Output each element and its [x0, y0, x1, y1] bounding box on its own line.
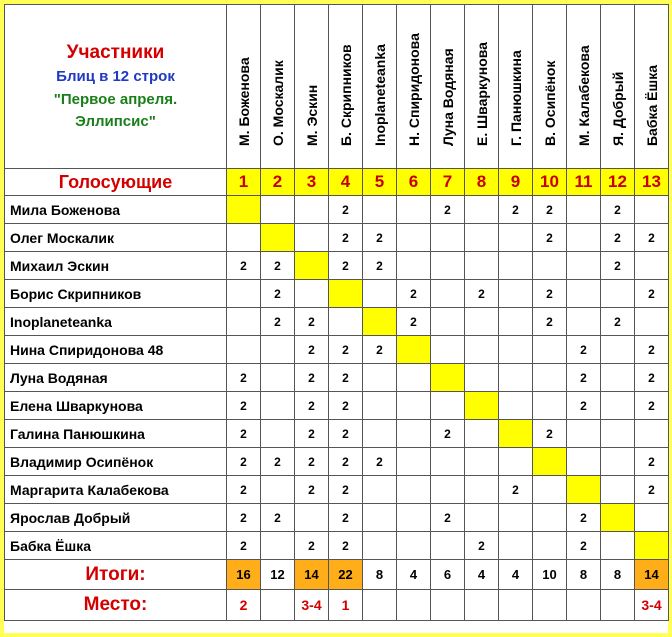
voter-name: Борис Скрипников	[5, 280, 227, 308]
participant-name: Inoplaneteanka	[371, 44, 388, 146]
participants-title: Участники	[66, 41, 165, 63]
place-cell: 3-4	[295, 590, 329, 621]
vote-cell	[465, 420, 499, 448]
vote-cell	[397, 504, 431, 532]
voter-row	[5, 336, 669, 364]
voter-row	[5, 280, 669, 308]
participant-number: 6	[397, 169, 431, 196]
vote-cell: 2	[329, 224, 363, 252]
vote-cell	[295, 224, 329, 252]
vote-cell	[465, 224, 499, 252]
vote-cell	[601, 364, 635, 392]
vote-cell	[533, 364, 567, 392]
vote-cell	[295, 196, 329, 224]
vote-cell	[397, 448, 431, 476]
vote-cell: 2	[329, 336, 363, 364]
place-cell	[261, 590, 295, 621]
place-cell	[397, 590, 431, 621]
vote-cell	[431, 336, 465, 364]
place-label: Место:	[5, 590, 227, 621]
participant-name: М. Эскин	[303, 84, 320, 146]
participant-number: 4	[329, 169, 363, 196]
total-cell: 6	[431, 560, 465, 590]
total-cell: 12	[261, 560, 295, 590]
vote-cell	[533, 252, 567, 280]
vote-cell: 2	[601, 196, 635, 224]
vote-cell: 2	[465, 532, 499, 560]
vote-cell: 2	[329, 364, 363, 392]
participant-header	[329, 5, 363, 169]
voting-table	[4, 4, 669, 621]
vote-cell	[261, 336, 295, 364]
vote-cell: 2	[431, 420, 465, 448]
participant-number: 1	[227, 169, 261, 196]
participant-number: 8	[465, 169, 499, 196]
vote-cell	[227, 308, 261, 336]
vote-cell: 2	[227, 252, 261, 280]
vote-cell: 2	[227, 504, 261, 532]
vote-cell	[295, 280, 329, 308]
total-cell: 16	[227, 560, 261, 590]
voter-name: Бабка Ёшка	[5, 532, 227, 560]
self-vote-cell	[601, 504, 635, 532]
self-vote-cell	[635, 532, 669, 560]
vote-cell	[465, 308, 499, 336]
vote-cell	[431, 252, 465, 280]
vote-cell	[329, 308, 363, 336]
vote-cell: 2	[295, 420, 329, 448]
vote-cell: 2	[329, 504, 363, 532]
vote-cell: 2	[499, 196, 533, 224]
vote-cell	[227, 336, 261, 364]
vote-cell: 2	[227, 364, 261, 392]
voter-row	[5, 392, 669, 420]
vote-cell: 2	[295, 532, 329, 560]
vote-cell	[397, 476, 431, 504]
participant-name: М. Боженова	[235, 57, 252, 146]
vote-cell	[567, 280, 601, 308]
vote-cell: 2	[261, 504, 295, 532]
vote-cell: 2	[295, 364, 329, 392]
vote-cell	[533, 504, 567, 532]
self-vote-cell	[499, 420, 533, 448]
vote-cell: 2	[635, 280, 669, 308]
vote-cell	[601, 420, 635, 448]
vote-cell	[431, 392, 465, 420]
vote-cell: 2	[329, 420, 363, 448]
vote-cell: 2	[295, 392, 329, 420]
voter-row	[5, 252, 669, 280]
vote-cell	[533, 476, 567, 504]
participant-name: Б. Скрипников	[337, 44, 354, 146]
voter-name: Владимир Осипёнок	[5, 448, 227, 476]
vote-cell	[261, 364, 295, 392]
header-row	[5, 5, 669, 169]
participant-header	[601, 5, 635, 169]
vote-cell	[363, 476, 397, 504]
vote-cell: 2	[227, 448, 261, 476]
vote-cell: 2	[397, 280, 431, 308]
vote-cell	[499, 392, 533, 420]
total-cell: 8	[363, 560, 397, 590]
vote-cell	[567, 224, 601, 252]
vote-cell: 2	[363, 224, 397, 252]
vote-cell: 2	[533, 420, 567, 448]
participant-number: 5	[363, 169, 397, 196]
voter-row	[5, 364, 669, 392]
vote-cell	[601, 336, 635, 364]
vote-cell	[261, 420, 295, 448]
vote-cell: 2	[227, 420, 261, 448]
vote-cell	[363, 504, 397, 532]
vote-cell: 2	[499, 476, 533, 504]
vote-cell	[499, 308, 533, 336]
vote-cell	[261, 196, 295, 224]
vote-cell	[431, 224, 465, 252]
vote-cell	[601, 280, 635, 308]
vote-cell: 2	[295, 476, 329, 504]
vote-cell	[499, 280, 533, 308]
vote-cell	[397, 196, 431, 224]
vote-cell	[567, 308, 601, 336]
participant-name: Е. Шваркунова	[473, 42, 490, 146]
vote-cell	[431, 476, 465, 504]
vote-cell	[431, 280, 465, 308]
vote-cell	[635, 196, 669, 224]
vote-cell	[261, 476, 295, 504]
vote-cell: 2	[227, 392, 261, 420]
total-cell: 22	[329, 560, 363, 590]
place-cell: 1	[329, 590, 363, 621]
voter-name: Мила Боженова	[5, 196, 227, 224]
participant-number: 2	[261, 169, 295, 196]
vote-cell	[635, 504, 669, 532]
vote-cell	[533, 532, 567, 560]
vote-cell: 2	[363, 448, 397, 476]
vote-cell: 2	[567, 364, 601, 392]
participant-number: 11	[567, 169, 601, 196]
vote-cell: 2	[533, 196, 567, 224]
total-cell: 4	[499, 560, 533, 590]
participant-header	[227, 5, 261, 169]
vote-cell: 2	[635, 476, 669, 504]
vote-cell: 2	[635, 336, 669, 364]
places-row	[5, 590, 669, 621]
voter-row	[5, 504, 669, 532]
voter-row	[5, 196, 669, 224]
vote-cell	[363, 364, 397, 392]
voter-name: Inoplaneteanka	[5, 308, 227, 336]
vote-cell: 2	[431, 504, 465, 532]
voter-name: Луна Водяная	[5, 364, 227, 392]
vote-cell	[431, 448, 465, 476]
vote-cell: 2	[329, 252, 363, 280]
self-vote-cell	[261, 224, 295, 252]
vote-cell: 2	[329, 532, 363, 560]
self-vote-cell	[431, 364, 465, 392]
vote-cell: 2	[601, 224, 635, 252]
vote-cell	[601, 392, 635, 420]
totals-row	[5, 560, 669, 590]
voters-label: Голосующие	[5, 169, 227, 196]
vote-cell	[635, 308, 669, 336]
self-vote-cell	[567, 476, 601, 504]
participant-name: О. Москалик	[269, 60, 286, 146]
voter-name: Олег Москалик	[5, 224, 227, 252]
vote-cell	[363, 392, 397, 420]
self-vote-cell	[227, 196, 261, 224]
place-cell	[499, 590, 533, 621]
vote-cell	[567, 196, 601, 224]
voter-row	[5, 420, 669, 448]
vote-cell: 2	[329, 196, 363, 224]
vote-cell	[363, 532, 397, 560]
vote-cell: 2	[329, 392, 363, 420]
total-cell: 14	[635, 560, 669, 590]
place-cell	[431, 590, 465, 621]
place-cell	[601, 590, 635, 621]
participant-name: Я. Добрый	[609, 71, 626, 146]
totals-label: Итоги:	[5, 560, 227, 590]
vote-cell: 2	[261, 280, 295, 308]
vote-cell: 2	[329, 448, 363, 476]
vote-cell	[499, 364, 533, 392]
vote-cell: 2	[533, 224, 567, 252]
vote-cell: 2	[295, 336, 329, 364]
participant-header	[261, 5, 295, 169]
vote-cell: 2	[227, 532, 261, 560]
vote-cell	[397, 364, 431, 392]
self-vote-cell	[533, 448, 567, 476]
vote-cell: 2	[601, 308, 635, 336]
place-cell	[465, 590, 499, 621]
vote-cell: 2	[295, 448, 329, 476]
vote-cell	[363, 196, 397, 224]
vote-cell: 2	[533, 308, 567, 336]
vote-cell: 2	[567, 532, 601, 560]
vote-cell	[295, 504, 329, 532]
vote-cell	[227, 224, 261, 252]
vote-cell	[261, 392, 295, 420]
vote-cell	[431, 532, 465, 560]
vote-cell: 2	[635, 364, 669, 392]
contest-theme-line2: Эллипсис"	[75, 112, 156, 130]
voter-row	[5, 476, 669, 504]
vote-cell	[465, 196, 499, 224]
total-cell: 10	[533, 560, 567, 590]
self-vote-cell	[329, 280, 363, 308]
vote-cell	[465, 476, 499, 504]
voter-row	[5, 448, 669, 476]
vote-cell: 2	[567, 336, 601, 364]
vote-cell	[499, 532, 533, 560]
vote-cell	[567, 448, 601, 476]
vote-cell	[601, 476, 635, 504]
voter-row	[5, 308, 669, 336]
participant-header	[363, 5, 397, 169]
vote-cell: 2	[567, 392, 601, 420]
voter-name: Маргарита Калабекова	[5, 476, 227, 504]
vote-cell	[499, 252, 533, 280]
vote-cell	[397, 224, 431, 252]
self-vote-cell	[363, 308, 397, 336]
vote-cell	[601, 532, 635, 560]
vote-cell	[567, 420, 601, 448]
vote-cell	[397, 252, 431, 280]
voter-row	[5, 532, 669, 560]
participant-number: 10	[533, 169, 567, 196]
vote-cell	[499, 504, 533, 532]
numbers-row	[5, 169, 669, 196]
total-cell: 4	[397, 560, 431, 590]
participant-number: 9	[499, 169, 533, 196]
vote-cell: 2	[261, 252, 295, 280]
contest-format: Блиц в 12 строк	[56, 67, 175, 85]
vote-cell	[397, 532, 431, 560]
participant-header	[295, 5, 329, 169]
contest-theme-line1: "Первое апреля.	[53, 90, 178, 108]
place-cell: 3-4	[635, 590, 669, 621]
participant-number: 7	[431, 169, 465, 196]
vote-cell: 2	[635, 448, 669, 476]
vote-cell	[465, 364, 499, 392]
participant-number: 13	[635, 169, 669, 196]
vote-cell	[635, 420, 669, 448]
voter-row	[5, 224, 669, 252]
vote-cell	[601, 448, 635, 476]
participant-number: 12	[601, 169, 635, 196]
vote-cell: 2	[261, 308, 295, 336]
total-cell: 8	[601, 560, 635, 590]
total-cell: 8	[567, 560, 601, 590]
vote-cell: 2	[363, 336, 397, 364]
total-cell: 14	[295, 560, 329, 590]
vote-cell	[499, 224, 533, 252]
participant-header	[431, 5, 465, 169]
voter-name: Елена Шваркунова	[5, 392, 227, 420]
participant-header	[499, 5, 533, 169]
voter-name: Михаил Эскин	[5, 252, 227, 280]
self-vote-cell	[295, 252, 329, 280]
participant-header	[397, 5, 431, 169]
voter-name: Галина Панюшкина	[5, 420, 227, 448]
participant-header	[465, 5, 499, 169]
participant-number: 3	[295, 169, 329, 196]
vote-cell: 2	[567, 504, 601, 532]
vote-cell	[465, 448, 499, 476]
vote-cell	[363, 280, 397, 308]
vote-cell	[397, 392, 431, 420]
participant-header	[533, 5, 567, 169]
place-cell: 2	[227, 590, 261, 621]
vote-cell: 2	[329, 476, 363, 504]
vote-cell	[465, 336, 499, 364]
vote-cell	[499, 448, 533, 476]
vote-cell	[465, 252, 499, 280]
participant-name: М. Калабекова	[575, 45, 592, 146]
place-cell	[363, 590, 397, 621]
participant-name: Бабка Ёшка	[643, 64, 660, 146]
vote-cell: 2	[601, 252, 635, 280]
vote-cell	[431, 308, 465, 336]
vote-cell: 2	[635, 392, 669, 420]
vote-cell: 2	[261, 448, 295, 476]
participant-name: Луна Водяная	[439, 48, 456, 146]
participant-name: В. Осипёнок	[541, 60, 558, 146]
place-cell	[567, 590, 601, 621]
vote-cell	[635, 252, 669, 280]
total-cell: 4	[465, 560, 499, 590]
voter-name: Ярослав Добрый	[5, 504, 227, 532]
participant-header	[635, 5, 669, 169]
self-vote-cell	[397, 336, 431, 364]
participant-header	[567, 5, 601, 169]
title-block	[5, 5, 227, 169]
place-cell	[533, 590, 567, 621]
vote-cell: 2	[533, 280, 567, 308]
table-body	[5, 5, 669, 621]
vote-cell: 2	[465, 280, 499, 308]
participant-name: Н. Спиридонова	[405, 33, 422, 146]
vote-cell: 2	[397, 308, 431, 336]
vote-cell: 2	[295, 308, 329, 336]
vote-cell	[227, 280, 261, 308]
vote-cell	[397, 420, 431, 448]
voter-name: Нина Спиридонова 48	[5, 336, 227, 364]
vote-cell	[363, 420, 397, 448]
vote-cell	[261, 532, 295, 560]
vote-cell: 2	[227, 476, 261, 504]
vote-cell	[499, 336, 533, 364]
vote-cell: 2	[431, 196, 465, 224]
vote-cell	[533, 336, 567, 364]
vote-cell: 2	[635, 224, 669, 252]
participant-name: Г. Панюшкина	[507, 50, 524, 146]
vote-cell	[533, 392, 567, 420]
vote-cell	[567, 252, 601, 280]
self-vote-cell	[465, 392, 499, 420]
vote-cell: 2	[363, 252, 397, 280]
vote-cell	[465, 504, 499, 532]
